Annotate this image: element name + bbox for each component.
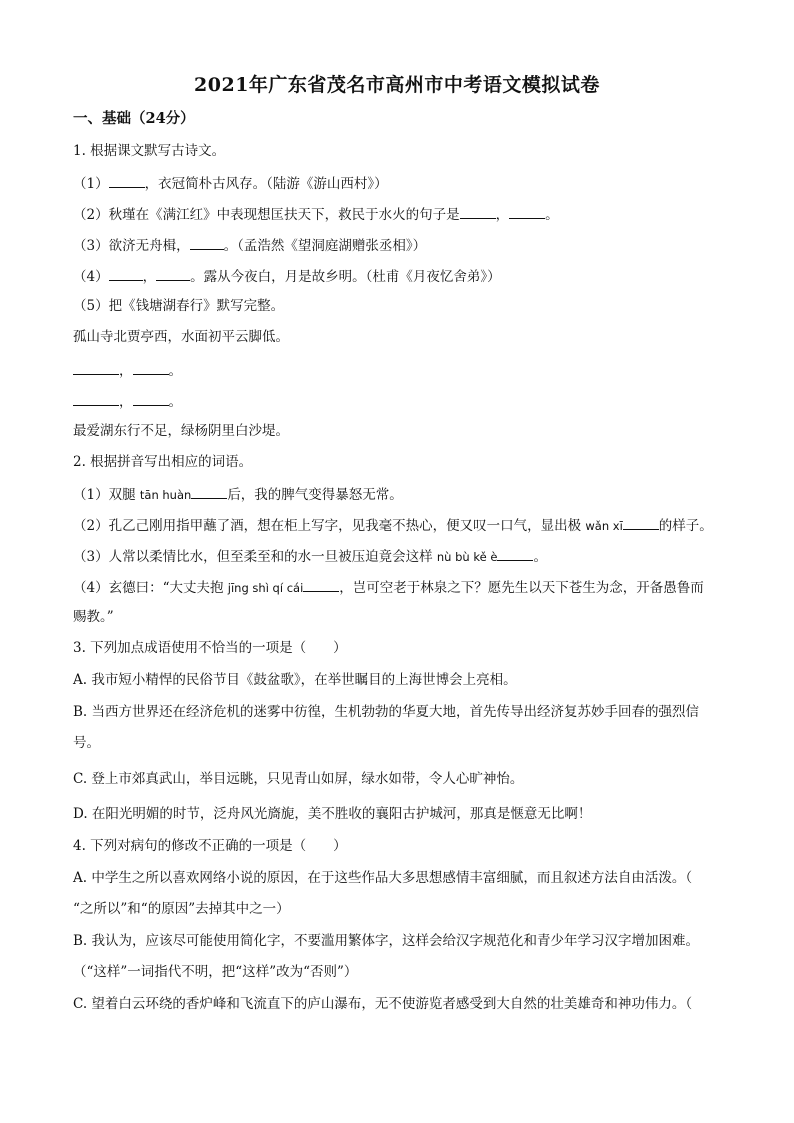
answer-blank[interactable] — [133, 391, 169, 406]
q1-part-3: （3）欲济无舟楫， 。（孟浩然《望洞庭湖赠张丞相》） — [73, 235, 426, 255]
pinyin: jīng shì qí cái — [227, 581, 304, 595]
answer-blank[interactable] — [623, 515, 659, 530]
answer-blank[interactable] — [460, 204, 496, 219]
section-heading-basics: 一、基础（24分） — [73, 110, 195, 127]
q1-part-5: （5）把《钱塘湖春行》默写完整。 — [73, 298, 285, 314]
pinyin: wǎn xī — [585, 519, 623, 533]
poem-line-1: 孤山寺北贾亭西，水面初平云脚低。 — [73, 329, 289, 345]
question-2-stem: 2. 根据拼音写出相应的词语。 — [73, 454, 253, 470]
q1-part-1: （1） ，衣冠简朴古风存。（陆游《游山西村》） — [73, 173, 388, 193]
q3-option-b: B. 当西方世界还在经济危机的迷雾中彷徨，生机勃勃的华夏大地，首先传导出经济复苏妙手回春的强烈信 — [73, 704, 700, 720]
answer-blank[interactable] — [509, 204, 545, 219]
page-title: 2021年广东省茂名市高州市中考语文模拟试卷 — [194, 74, 600, 96]
q2-part-4: （4）玄德曰：“大丈夫抱 jīng shì qí cái ，岂可空老于林泉之下？愿先生以天下苍生为念，开备愚鲁而 — [73, 577, 704, 597]
answer-blank[interactable] — [109, 266, 143, 281]
q2-part-3: （3）人常以柔情比水，但至柔至和的水一旦被压迫竟会这样 nù bù kě è 。 — [73, 546, 547, 566]
q3-option-a: A. 我市短小精悍的民俗节目《鼓盆歌》，在举世瞩目的上海世博会上亮相。 — [73, 672, 517, 688]
q3-option-c: C. 登上市郊真武山，举目远眺，只见青山如屏，绿水如带，令人心旷神怡。 — [73, 771, 524, 787]
poem-line-2: ， 。 — [73, 360, 182, 380]
pinyin: tān huàn — [139, 488, 192, 502]
pinyin: nù bù kě è — [436, 550, 498, 564]
poem-line-4: 最爱湖东行不足，绿杨阴里白沙堤。 — [73, 423, 289, 439]
q2-part-1: （1）双腿 tān huàn 后，我的脾气变得暴怒无常。 — [73, 484, 403, 504]
q1-part-2: （2）秋瑾在《满江红》中表现想匡扶天下，救民于水火的句子是 ， 。 — [73, 204, 559, 224]
answer-blank[interactable] — [191, 484, 227, 499]
q2-part-4-continued: 赐教。” — [73, 609, 114, 625]
q2-part-2: （2）孔乙己刚用指甲蘸了酒，想在柜上写字，见我毫不热心，便又叹一口气，显出极 wǎn xī 的样子。 — [73, 515, 713, 535]
q1-part-4: （4） ， 。露从今夜白，月是故乡明。（杜甫《月夜忆舍弟》） — [73, 266, 501, 286]
answer-blank[interactable] — [156, 266, 190, 281]
answer-blank[interactable] — [303, 577, 339, 592]
q4-option-b: B. 我认为，应该尽可能使用简化字，不要滥用繁体字，这样会给汉字规范化和青少年学习汉字增加困难。 — [73, 933, 700, 949]
answer-blank[interactable] — [73, 360, 119, 375]
q4-option-a: A. 中学生之所以喜欢网络小说的原因，在于这些作品大多思想感情丰富细腻，而且叙述方法自由活泼。（ — [73, 870, 693, 886]
question-4-stem: 4. 下列对病句的修改不正确的一项是（ ） — [73, 838, 347, 854]
answer-blank[interactable] — [190, 235, 224, 250]
q3-option-b-continued: 号。 — [73, 735, 100, 751]
poem-line-3: ， 。 — [73, 391, 182, 411]
answer-blank[interactable] — [73, 391, 119, 406]
answer-blank[interactable] — [109, 173, 145, 188]
q4-option-c: C. 望着白云环绕的香炉峰和飞流直下的庐山瀑布，无不使游览者感受到大自然的壮美雄奇和神功伟力。（ — [73, 996, 693, 1012]
answer-blank[interactable] — [133, 360, 169, 375]
q4-option-b-continued: （“这样”一词指代不明，把“这样”改为“否则”） — [73, 964, 358, 980]
question-1-stem: 1. 根据课文默写古诗文。 — [73, 143, 226, 159]
q4-option-a-continued: “之所以”和“的原因”去掉其中之一） — [73, 901, 290, 917]
question-3-stem: 3. 下列加点成语使用不恰当的一项是（ ） — [73, 640, 347, 656]
q3-option-d: D. 在阳光明媚的时节，泛舟风光旖旎，美不胜收的襄阳古护城河，那真是惬意无比啊！ — [73, 806, 592, 822]
answer-blank[interactable] — [497, 546, 533, 561]
